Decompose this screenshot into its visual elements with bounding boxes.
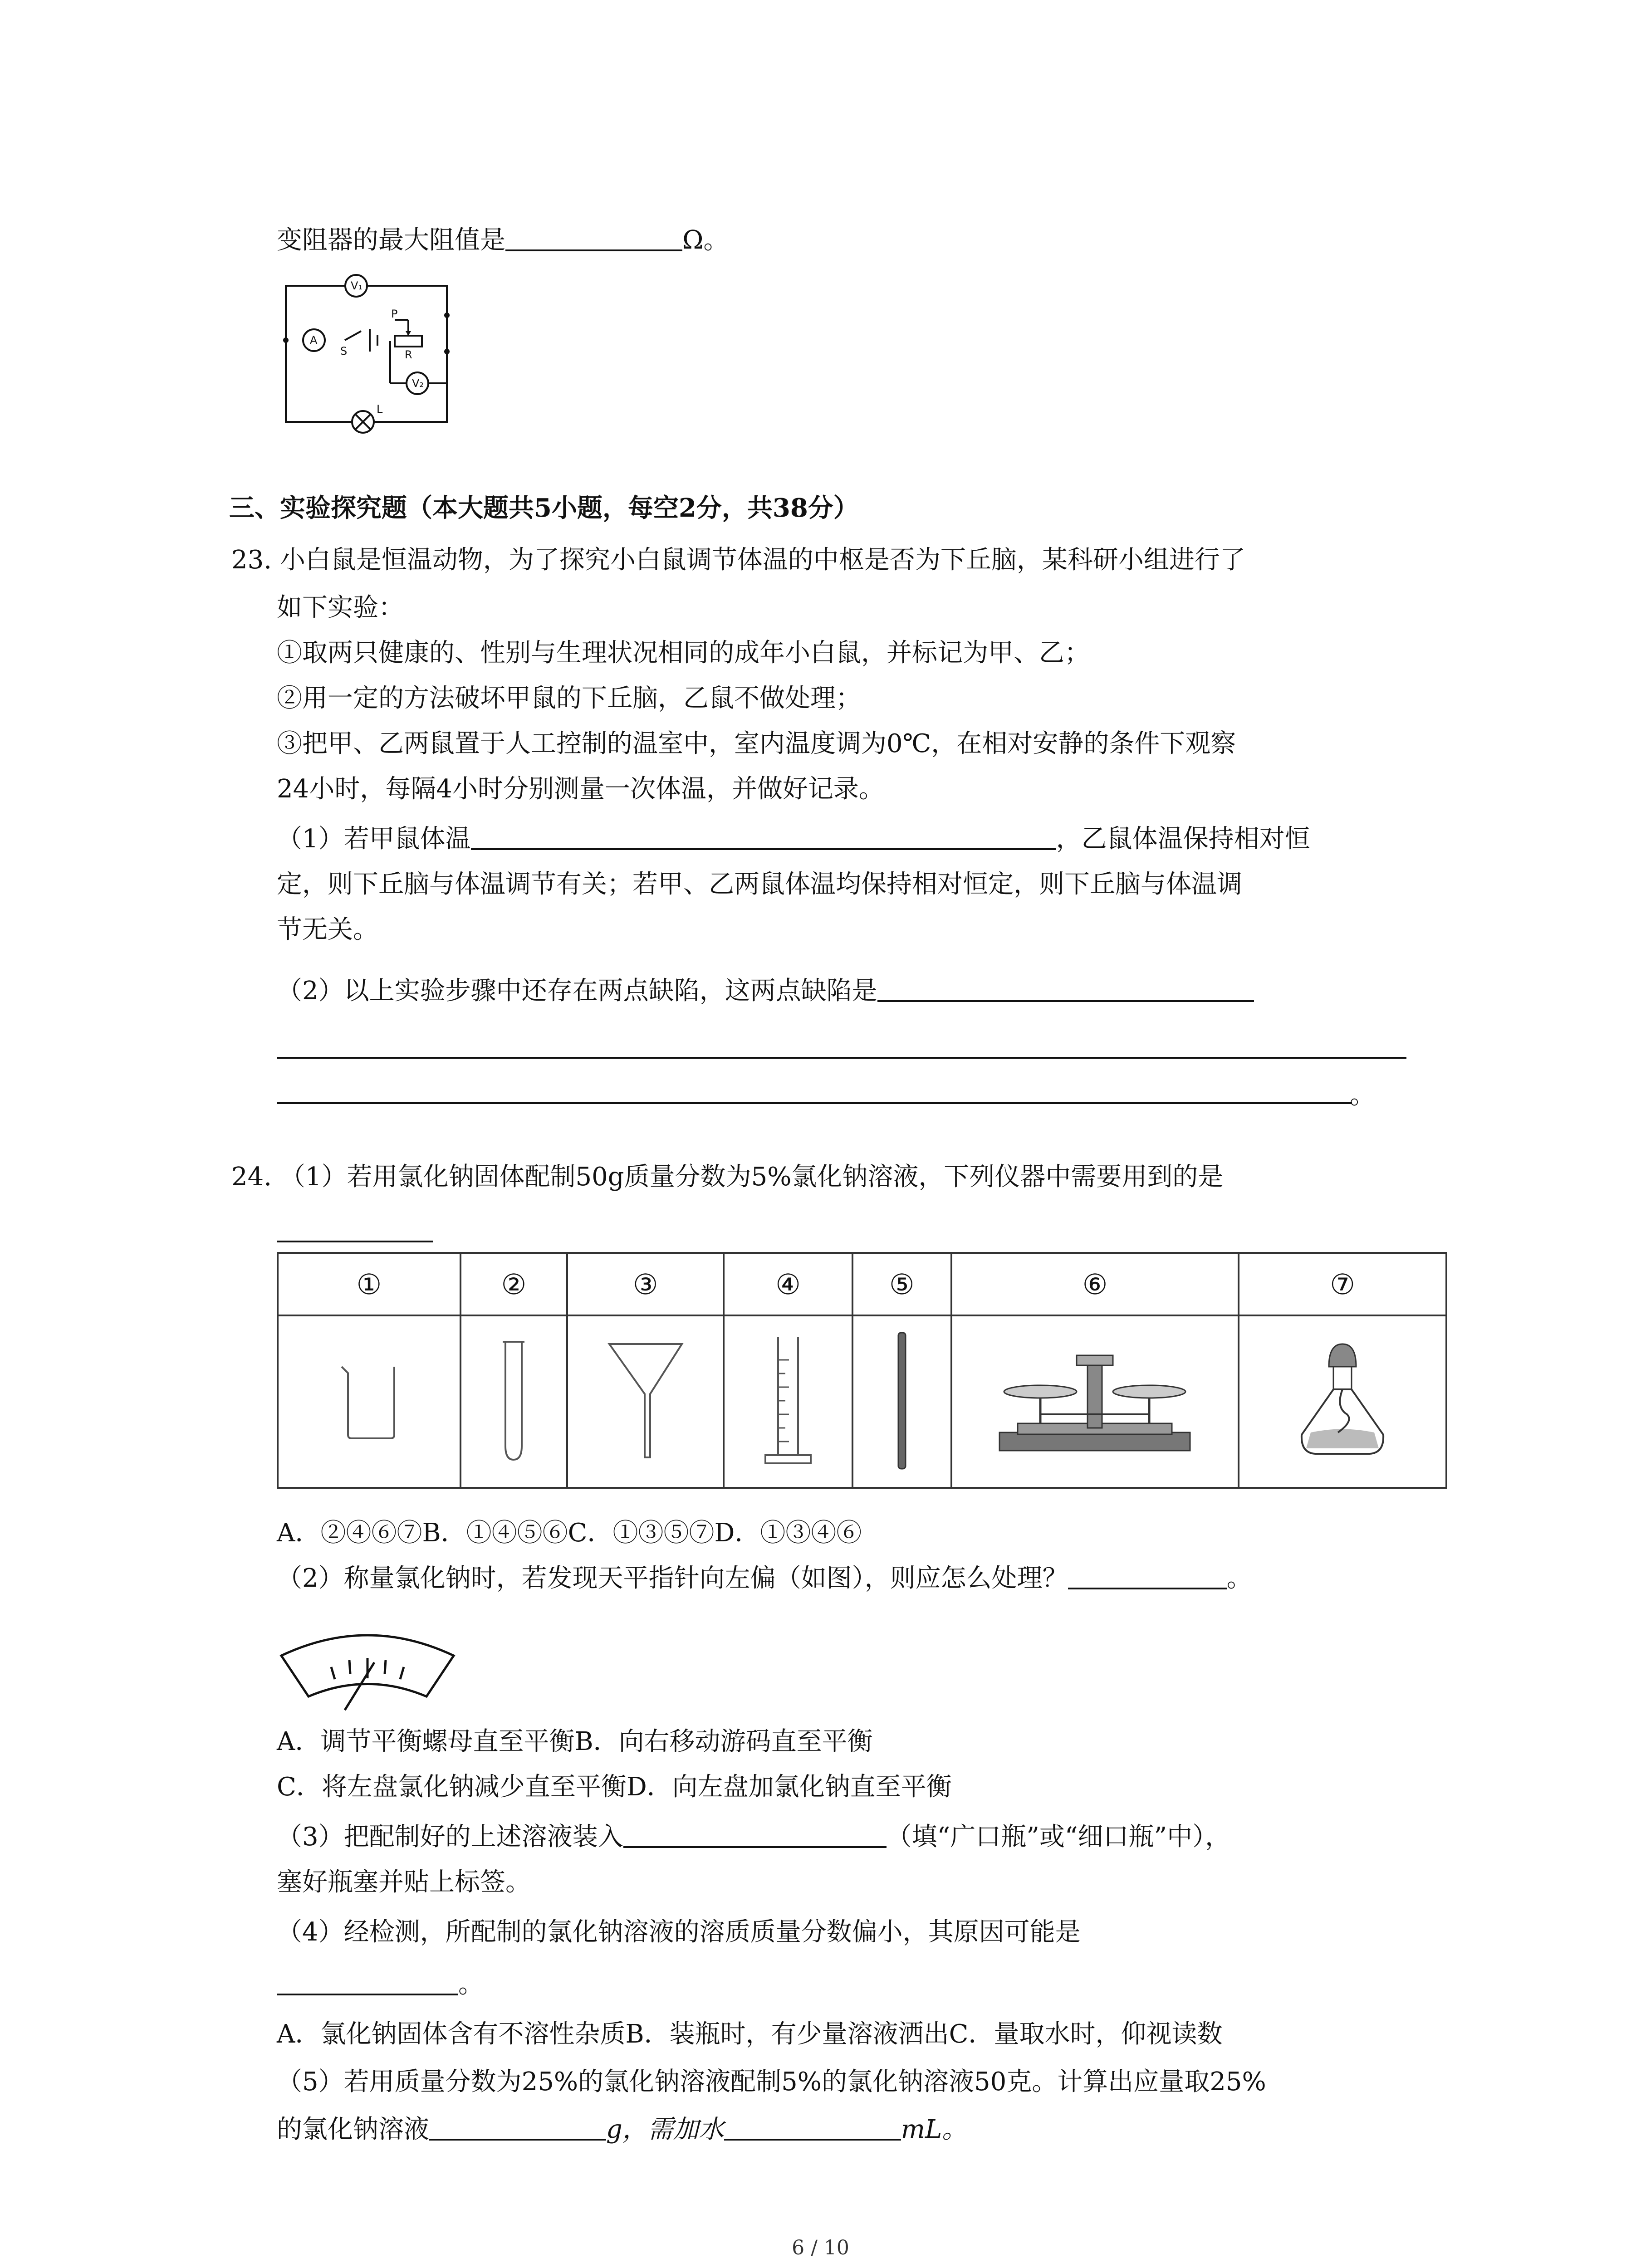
q24-part5-line <box>277 2112 967 2148</box>
circuit-diagram <box>272 268 463 435</box>
instrument-table <box>277 1252 1447 1489</box>
balance-cell <box>951 1315 1239 1488</box>
q23-part1-d: 节无关。 <box>277 915 378 944</box>
q24-part2-period: 。 <box>1226 1564 1252 1593</box>
label-a: A <box>310 334 318 347</box>
table-header-cell: ⑥ <box>951 1253 1239 1315</box>
glass-rod-icon <box>893 1328 911 1473</box>
balance-pointer-dial <box>277 1628 458 1715</box>
q24-options2a: A．调节平衡螺母直至平衡B．向右移动游码直至平衡 <box>277 1727 873 1756</box>
funnel-icon <box>600 1335 691 1466</box>
alcohol-lamp-icon <box>1293 1335 1392 1466</box>
answer-blank[interactable] <box>429 2113 606 2141</box>
q23-part1-c: 定，则下丘脑与体温调节有关；若甲、乙两鼠体温均保持相对恒定，则下丘脑与体温调 <box>277 870 1242 899</box>
beaker-cell <box>278 1315 460 1488</box>
q23-part2-line <box>277 973 1254 1009</box>
q23-intro-2: 如下实验： <box>277 593 404 622</box>
q24-part5-unit-ml: mL。 <box>901 2115 968 2144</box>
alcohol-lamp-cell <box>1239 1315 1446 1488</box>
q24-part5-text: 的氯化钠溶液 <box>277 2115 429 2144</box>
q24-part5-unit-g: g，需加水 <box>606 2115 724 2144</box>
table-header-cell: ⑤ <box>852 1253 951 1315</box>
answer-line[interactable] <box>277 1057 1406 1059</box>
q24-part4-answer-line <box>277 1966 484 2003</box>
label-s: S <box>340 345 348 357</box>
q23-part1-line <box>277 821 1310 857</box>
q24-part3-text: （3）把配制好的上述溶液装入 <box>277 1822 623 1852</box>
table-header-row <box>278 1253 1446 1315</box>
q23-part1-text: （1）若甲鼠体温 <box>277 824 471 854</box>
table-image-row <box>278 1315 1446 1488</box>
q24-part3-text2: （填“广口瓶”或“细口瓶”中）， <box>886 1822 1231 1852</box>
beaker-icon <box>333 1358 405 1444</box>
graduated-cylinder-cell <box>724 1315 852 1488</box>
table-header-cell: ③ <box>567 1253 724 1315</box>
q24-part5a: （5）若用质量分数为25%的氯化钠溶液配制5%的氯化钠溶液50克。计算出应量取25% <box>277 2067 1266 2097</box>
q23-intro-1: 23. 小白鼠是恒温动物，为了探究小白鼠调节体温的中枢是否为下丘脑，某科研小组进行了 <box>231 545 1245 575</box>
section3-title: 三、实验探究题（本大题共5小题，每空2分，共38分） <box>229 493 859 523</box>
q24-part4: （4）经检测，所配制的氯化钠溶液的溶质质量分数偏小，其原因可能是 <box>277 1917 1081 1947</box>
q23-step2: ②用一定的方法破坏甲鼠的下丘脑，乙鼠不做处理； <box>277 684 861 713</box>
q24-part4-period: 。 <box>458 1970 484 1999</box>
page-number: 6 / 10 <box>792 2236 849 2259</box>
q24-part2-text: （2）称量氯化钠时，若发现天平指针向左偏（如图），则应怎么处理？ <box>277 1564 1068 1593</box>
q22-tail-line <box>277 222 729 259</box>
q24-options4: A．氯化钠固体含有不溶性杂质B．装瓶时，有少量溶液洒出C．量取水时，仰视读数 <box>277 2019 1223 2049</box>
q23-period: 。 <box>1350 1080 1375 1110</box>
q24-part3-line <box>277 1819 1230 1855</box>
answer-blank[interactable] <box>505 224 682 251</box>
q24-options1: A．②④⑥⑦B．①④⑤⑥C．①③⑤⑦D．①③④⑥ <box>277 1518 862 1548</box>
q23-step3a: ③把甲、乙两鼠置于人工控制的温室中，室内温度调为0℃，在相对安静的条件下观察 <box>277 729 1236 758</box>
test-tube-cell <box>460 1315 567 1488</box>
q23-step1: ①取两只健康的、性别与生理状况相同的成年小白鼠，并标记为甲、乙； <box>277 638 1090 668</box>
table-header-cell: ⑦ <box>1239 1253 1446 1315</box>
q23-part2-text: （2）以上实验步骤中还存在两点缺陷，这两点缺陷是 <box>277 976 877 1006</box>
q23-part1-text2: ，乙鼠体温保持相对恒 <box>1056 824 1310 854</box>
graduated-cylinder-icon <box>756 1333 820 1469</box>
q24-part1: 24. （1）若用氯化钠固体配制50g质量分数为5%氯化钠溶液，下列仪器中需要用到的是 <box>231 1162 1224 1192</box>
q22-unit: Ω。 <box>682 225 729 255</box>
balance-scale-icon <box>990 1342 1199 1460</box>
q24-part3-c: 塞好瓶塞并贴上标签。 <box>277 1867 531 1897</box>
answer-blank[interactable] <box>724 2113 901 2141</box>
answer-blank[interactable] <box>471 823 1056 850</box>
funnel-cell <box>567 1315 724 1488</box>
test-tube-icon <box>495 1337 532 1464</box>
q23-step3b: 24小时，每隔4小时分别测量一次体温，并做好记录。 <box>277 774 884 804</box>
q24-options2b: C．将左盘氯化钠减少直至平衡D．向左盘加氯化钠直至平衡 <box>277 1772 952 1802</box>
table-header-cell: ① <box>278 1253 460 1315</box>
glass-rod-cell <box>852 1315 951 1488</box>
label-p: P <box>391 308 398 320</box>
answer-blank[interactable] <box>623 1821 887 1848</box>
q24-part2-line <box>277 1560 1252 1597</box>
table-header-cell: ② <box>460 1253 567 1315</box>
answer-blank[interactable] <box>1068 1562 1227 1589</box>
answer-line[interactable] <box>277 1102 1352 1104</box>
label-l: L <box>377 403 383 415</box>
answer-line[interactable] <box>277 1241 433 1242</box>
q22-tail-text: 变阻器的最大阻值是 <box>277 225 505 255</box>
label-v1: V₁ <box>351 279 363 292</box>
label-v2: V₂ <box>412 377 424 390</box>
answer-blank[interactable] <box>877 975 1254 1002</box>
label-r: R <box>405 348 412 361</box>
answer-blank[interactable] <box>277 1968 458 1995</box>
table-header-cell: ④ <box>724 1253 852 1315</box>
